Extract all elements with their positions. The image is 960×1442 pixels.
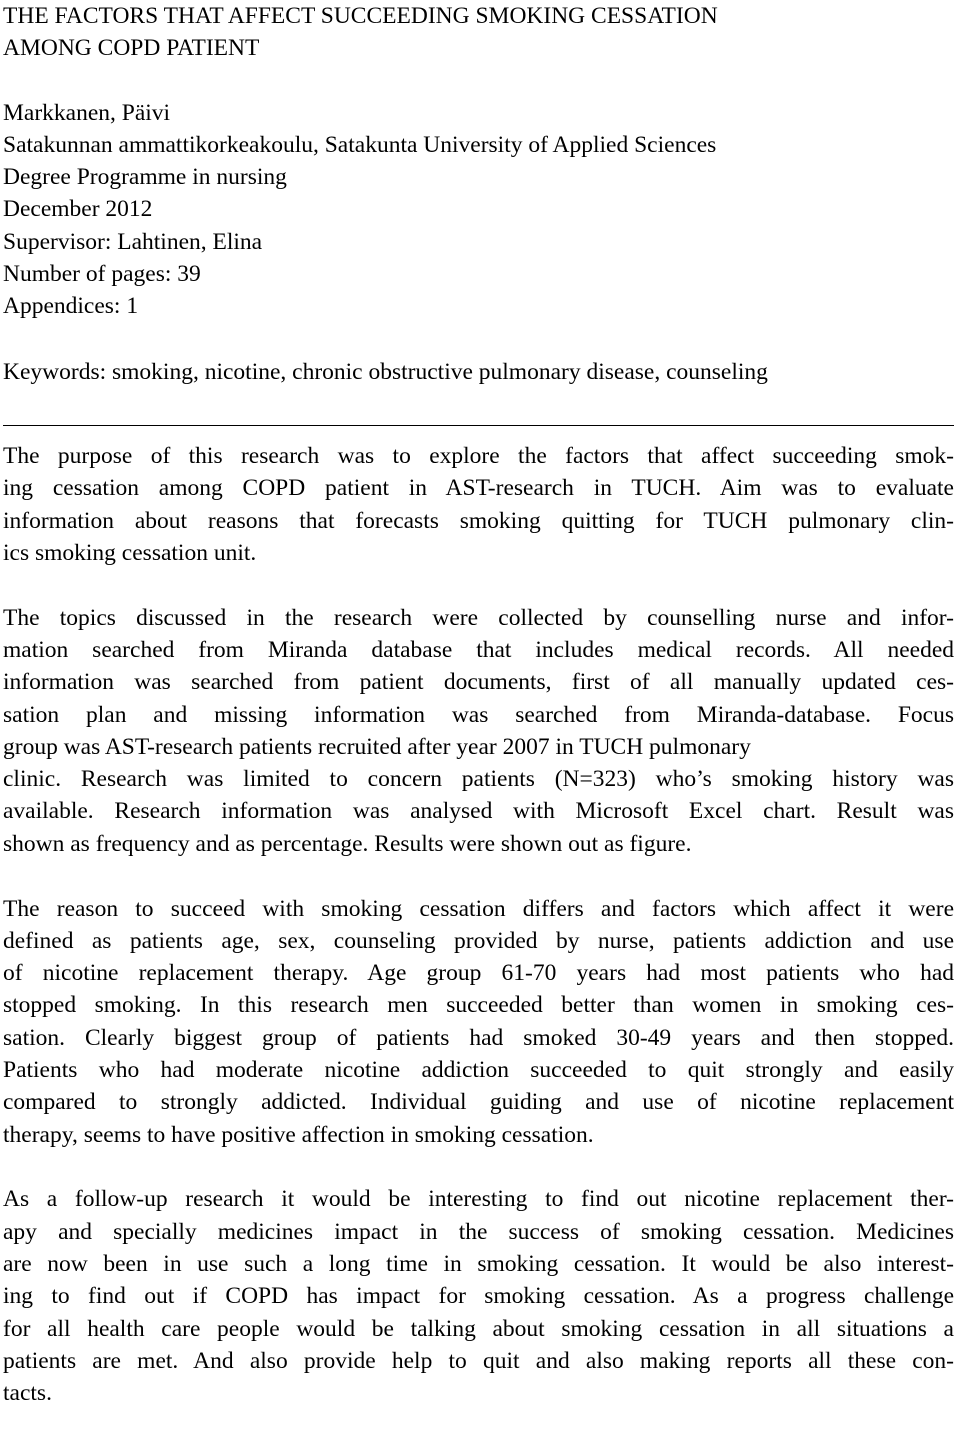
text-line: ics smoking cessation unit. <box>3 539 257 566</box>
text-line: patients are met. And also provide help to quit and also making reports all these con- <box>3 1347 954 1374</box>
text-line: The purpose of this research was to explore the factors that affect succeeding smok- <box>3 442 954 469</box>
date: December 2012 <box>3 196 153 223</box>
document-title <box>3 0 957 65</box>
divider <box>3 425 954 426</box>
abstract <box>3 440 957 1410</box>
page-count: Number of pages: 39 <box>3 261 201 288</box>
text-line: ing to find out if COPD has impact for smoking cessation. As a progress challenge <box>3 1283 954 1310</box>
text-line: available. Research information was analysed with Microsoft Excel chart. Result was <box>3 798 954 825</box>
text-line: compared to strongly addicted. Individual guiding and use of nicotine replacement <box>3 1089 954 1116</box>
title-line: AMONG COPD PATIENT <box>3 35 260 62</box>
text-line: for all health care people would be talking about smoking cessation in all situations a <box>3 1315 954 1342</box>
text-line: group was AST-research patients recruited after year 2007 in TUCH pulmonary <box>3 733 751 760</box>
text-line: of nicotine replacement therapy. Age group 61-70 years had most patients who had <box>3 960 954 987</box>
text-line: are now been in use such a long time in smoking cessation. It would be also interest- <box>3 1251 954 1277</box>
text-line: The topics discussed in the research were collected by counselling nurse and infor- <box>3 604 954 631</box>
title-line: THE FACTORS THAT AFFECT SUCCEEDING SMOKING CESSATION <box>3 3 718 29</box>
keywords-line: Keywords: smoking, nicotine, chronic obstructive pulmonary disease, counseling <box>3 358 768 385</box>
keywords <box>3 356 957 388</box>
institution: Satakunnan ammattikorkeakoulu, Satakunta University of Applied Sciences <box>3 131 717 158</box>
author: Markkanen, Päivi <box>3 99 171 126</box>
text-line: tacts. <box>3 1380 52 1407</box>
text-line: sation. Clearly biggest group of patients had smoked 30-49 years and then stopped. <box>3 1024 954 1051</box>
text-line: therapy, seems to have positive affection in smoking cessation. <box>3 1121 594 1148</box>
text-line: sation plan and missing information was searched from Miranda-database. Focus <box>3 701 954 728</box>
text-line: The reason to succeed with smoking cessation differs and factors which affect it were <box>3 895 954 922</box>
degree-programme: Degree Programme in nursing <box>3 164 287 191</box>
abstract-paragraph <box>3 440 957 569</box>
abstract-paragraph <box>3 893 957 1151</box>
text-line: As a follow-up research it would be interesting to find out nicotine replacement ther- <box>3 1186 954 1213</box>
text-line: stopped smoking. In this research men succeeded better than women in smoking ces- <box>3 992 954 1019</box>
abstract-paragraph <box>3 602 957 860</box>
text-line: Patients who had moderate nicotine addiction succeeded to quit strongly and easily <box>3 1057 954 1084</box>
text-line: defined as patients age, sex, counseling provided by nurse, patients addiction and use <box>3 927 954 954</box>
appendices: Appendices: 1 <box>3 293 139 320</box>
supervisor: Supervisor: Lahtinen, Elina <box>3 228 263 255</box>
document-page <box>3 0 957 1442</box>
text-line: apy and specially medicines impact in the success of smoking cessation. Medicines <box>3 1218 954 1245</box>
text-line: clinic. Research was limited to concern patients (N=323) who’s smoking history was <box>3 766 954 793</box>
text-line: shown as frequency and as percentage. Results were shown out as figure. <box>3 830 692 857</box>
text-line: mation searched from Miranda database that includes medical records. All needed <box>3 636 954 663</box>
text-line: information was searched from patient documents, first of all manually updated ces- <box>3 669 954 696</box>
abstract-paragraph <box>3 1183 957 1409</box>
text-line: ing cessation among COPD patient in AST-research in TUCH. Aim was to evaluate <box>3 475 954 502</box>
text-line: information about reasons that forecasts smoking quitting for TUCH pulmonary clin- <box>3 507 954 534</box>
metadata-block <box>3 97 957 323</box>
